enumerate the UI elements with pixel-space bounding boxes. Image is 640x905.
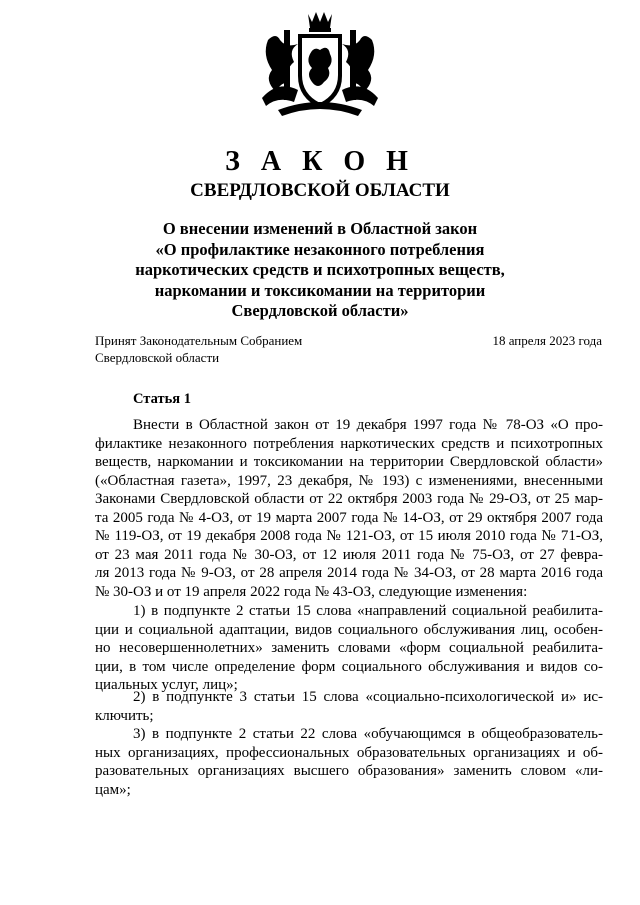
subject-line: наркомании и токсикомании на территории — [154, 280, 486, 300]
text-line: разовательных организациях высшего образования» заменить словом «ли- — [95, 763, 603, 780]
text-line: 1) в подпункте 2 статьи 15 слова «направлений социальной реабилита- — [133, 603, 603, 619]
text-line: 2) в подпункте 3 статьи 15 слова «социально-психологической и» ис- — [133, 689, 603, 705]
adopted-by-line: Свердловской области — [95, 349, 220, 365]
law-subject — [40, 219, 600, 322]
text-line: веществ, наркомании и токсикомании на территории Свердловской области» — [95, 454, 603, 471]
text-line: филактике незаконного потребления наркотических средств и психотропных — [95, 435, 603, 452]
text-line: Внести в Областной закон от 19 декабря 1997 года № 78-ОЗ «О про- — [133, 417, 603, 433]
text-line: но несовершеннолетних» заменить словами «форм социальной реабилита- — [95, 640, 603, 657]
text-line: циальных услуг, лиц»; — [95, 677, 238, 694]
coat-of-arms-emblem — [258, 10, 382, 120]
adoption-date: 18 апреля 2023 года — [492, 333, 602, 348]
adopted-by-line: Принят Законодательным Собранием — [95, 333, 303, 348]
amendment-item-2 — [95, 688, 603, 725]
adoption-info — [95, 333, 302, 366]
amendment-item-3 — [95, 725, 603, 799]
text-line: цам»; — [95, 781, 131, 798]
text-line: ля 2013 года № 9-ОЗ, от 28 апреля 2014 года № 34-ОЗ, от 28 марта 2016 года — [95, 565, 603, 582]
text-line: («Областная газета», 1997, 23 декабря, № 193) с изменениями, внесенными — [95, 472, 603, 489]
text-line: № 30-ОЗ и от 19 апреля 2022 года № 43-ОЗ, следующие изменения: — [95, 583, 528, 600]
text-line: ции и социальной адаптации, видов социального обслуживания лиц, особен- — [95, 621, 603, 638]
article-title: Статья 1 — [133, 391, 191, 407]
subject-line: «О профилактике незаконного потребления — [155, 239, 485, 259]
subject-line: Свердловской области» — [231, 301, 409, 320]
amendment-item-1 — [95, 602, 603, 695]
article-intro-paragraph — [95, 416, 603, 601]
text-line: 3) в подпункте 2 статьи 22 слова «обучающимся в общеобразователь- — [133, 726, 603, 742]
text-line: ключить; — [95, 707, 154, 724]
subject-line: наркотических средств и психотропных веществ, — [135, 260, 505, 279]
text-line: ции, в том числе определение форм социального обслуживания и видов со- — [95, 658, 603, 675]
text-line: ных организациях, профессиональных образовательных организациях и об- — [95, 744, 603, 761]
region-title: СВЕРДЛОВСКОЙ ОБЛАСТИ — [190, 180, 450, 201]
subject-line: О внесении изменений в Областной закон — [162, 219, 478, 238]
text-line: та 2005 года № 4-ОЗ, от 19 марта 2007 года № 14-ОЗ, от 29 октября 2007 года — [95, 509, 603, 526]
text-line: Законами Свердловской области от 22 октября 2003 года № 29-ОЗ, от 25 мар- — [95, 491, 603, 508]
text-line: от 23 мая 2011 года № 30-ОЗ, от 12 июля 2011 года № 75-ОЗ, от 27 февра- — [95, 546, 603, 563]
law-title: З А К О Н — [225, 146, 415, 177]
text-line: № 119-ОЗ, от 19 декабря 2008 года № 121-ОЗ, от 15 июля 2010 года № 71-ОЗ, — [95, 528, 603, 545]
